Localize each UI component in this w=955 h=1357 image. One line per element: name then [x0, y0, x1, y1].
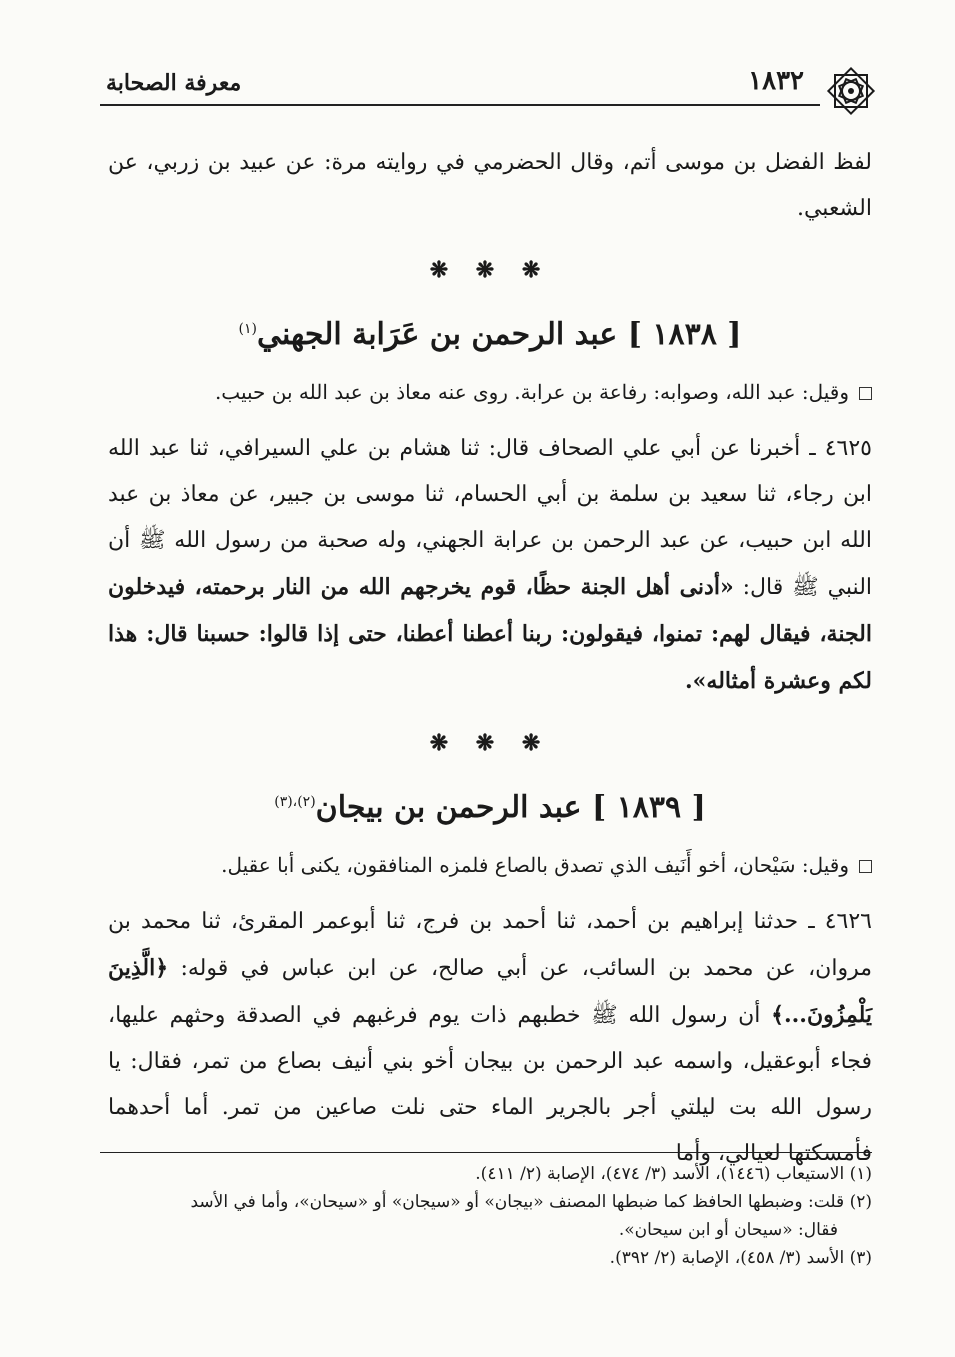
entry-note-text: وقيل: سَيْحان، أخو أَنَيف الذي تصدق بالصاع فلمزه المنافقون، يكنى أبا عقيل.: [221, 853, 849, 877]
footnote-2-continuation: فقال: «سيحان أو ابن سيحان».: [618, 1220, 838, 1240]
footnotes: [100, 1160, 872, 1272]
hadith-isnad: ٤٦٢٥ ـ أخبرنا عن أبي علي الصحاف قال: ثنا هشام بن علي السيرافي، ثنا عبد الله ابن رجاء، ثنا سعيد بن سلمة بن أبي الحسام، ثنا موسى بن جبير، عن معاذ بن عبد الله ابن حبيب، عن عبد الرحمن بن عرابة الجهني، وله صحبة من رسول الله ﷺ أن النبي ﷺ قال:: [108, 436, 873, 600]
footnote-2: (٢) قلت: وضبطها الحافظ كما ضبطها المصنف «بيجان» أو «سيجان» أو «سيحان»، وأما في الأسد: [190, 1192, 872, 1212]
footnote-ref: (١): [238, 321, 257, 337]
hadith-isnad: ٤٦٢٦ ـ حدثنا إبراهيم بن أحمد، ثنا أحمد بن فرج، ثنا أبوعمر المقرئ، ثنا محمد بن مروان، عن محمد بن السائب، عن أبي صالح، عن ابن عباس في قوله:: [108, 909, 872, 981]
hadith-4626: [108, 899, 872, 1177]
entry-note-1838: [108, 372, 872, 412]
intro-paragraph: لفظ الفضل بن موسى أتم، وقال الحضرمي في روايته مرة: عن عبيد بن زربي، عن الشعبي.: [108, 150, 872, 221]
hadith-4625: [108, 426, 872, 705]
square-bullet-icon: [859, 387, 872, 400]
main-text: [108, 140, 872, 1177]
star-ornament-icon: [822, 62, 880, 120]
book-title: معرفة الصحابة: [106, 70, 242, 96]
footnote-ref: (٢)،(٣): [274, 794, 316, 810]
header-rule: [100, 104, 820, 106]
entry-heading-1838: [108, 302, 872, 362]
entry-heading-text: [ ١٨٣٩ ] عبد الرحمن بن بيجان: [315, 790, 706, 825]
hadith-matn: «أدنى أهل الجنة حظًا، قوم يخرجهم الله من النار برحمته، فيدخلون الجنة، فيقال لهم: تمنوا، فيقولون: ربنا أعطنا أعطنا، حتى إذا قالوا: حسبنا قال: هذا لكم وعشرة أمثاله».: [108, 574, 872, 694]
entry-note-1839: [108, 845, 872, 885]
footnote-rule: [100, 1152, 872, 1153]
footnote-3: (٣) الأسد (٣/ ٤٥٨)، الإصابة (٢/ ٣٩٢).: [609, 1248, 872, 1268]
entry-heading-1839: [108, 775, 872, 835]
page-number: ١٨٣٢: [748, 66, 804, 96]
square-bullet-icon: [859, 860, 872, 873]
separator-stars: ❋ ❋ ❋: [429, 730, 551, 756]
quran-quote: ﴿الَّذِينَ يَلْمِزُونَ...﴾: [108, 955, 872, 1028]
separator-stars: ❋ ❋ ❋: [429, 257, 551, 283]
entry-heading-text: [ ١٨٣٨ ] عبد الرحمن بن عَرَابة الجهني: [256, 317, 742, 352]
hadith-continuation: أن رسول الله ﷺ خطبهم ذات يوم فرغبهم في الصدقة وحثهم عليها، فجاء أبوعقيل، واسمه عبد الرحمن بن بيجان أخو بني أنيف بصاع من تمر، فقال: يا رسول الله بت ليلتي أجر بالجرير الماء حتى نلت صاعين من تمر. أما أحدهما فأمسكتها لعيالي، وأما: [108, 1003, 872, 1166]
footnote-1: (١) الاستيعاب (١٤٤٦)، الأسد (٣/ ٤٧٤)، الإصابة (٢/ ٤١١).: [475, 1164, 872, 1184]
entry-note-text: وقيل: عبد الله، وصوابه: رفاعة بن عرابة. روى عنه معاذ بن عبد الله بن حبيب.: [214, 380, 849, 404]
